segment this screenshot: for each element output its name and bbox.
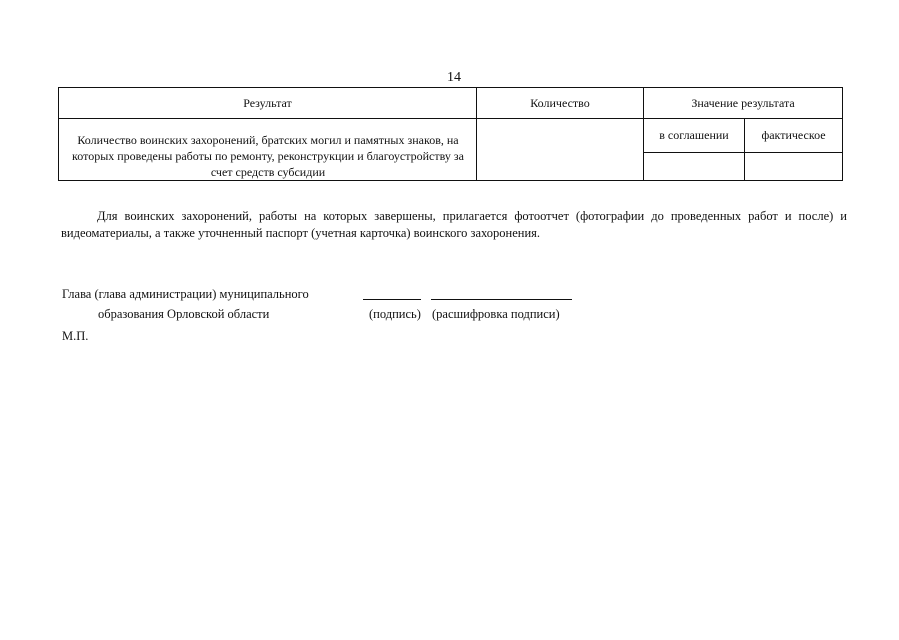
page-number: 14 — [447, 70, 461, 85]
signature-line — [363, 299, 421, 300]
signatory-title-line1: Глава (глава администрации) муниципального — [62, 287, 309, 301]
subheader-actual: фактическое — [745, 119, 843, 153]
table-data-row — [59, 119, 843, 153]
header-result: Результат — [59, 88, 477, 119]
header-result-value: Значение результата — [644, 88, 843, 119]
header-quantity: Количество — [477, 88, 644, 119]
actual-value-cell — [745, 152, 843, 180]
table-header-row — [59, 88, 843, 119]
attachment-note-paragraph: Для воинских захоронений, работы на которых завершены, прилагается фотоотчет (фотографии до проведенных работ и после) и видеоматериалы, а также уточненный паспорт (учетная карточка) воинского захоронения. — [61, 209, 847, 240]
decoding-caption: (расшифровка подписи) — [432, 307, 560, 321]
signature-caption: (подпись) — [369, 307, 421, 321]
result-table — [58, 87, 843, 181]
signatory-title-line2: образования Орловской области — [98, 307, 270, 321]
subheader-agreement: в соглашении — [644, 119, 745, 153]
signature-decoding-line — [431, 299, 572, 300]
quantity-cell — [477, 119, 644, 181]
result-description-cell: Количество воинских захоронений, братских могил и памятных знаков, на которых проведены работы по ремонту, реконструкции и благоустройству за счет средств субсидии — [59, 119, 477, 181]
agreement-value-cell — [644, 152, 745, 180]
stamp-place-label: М.П. — [62, 329, 89, 343]
